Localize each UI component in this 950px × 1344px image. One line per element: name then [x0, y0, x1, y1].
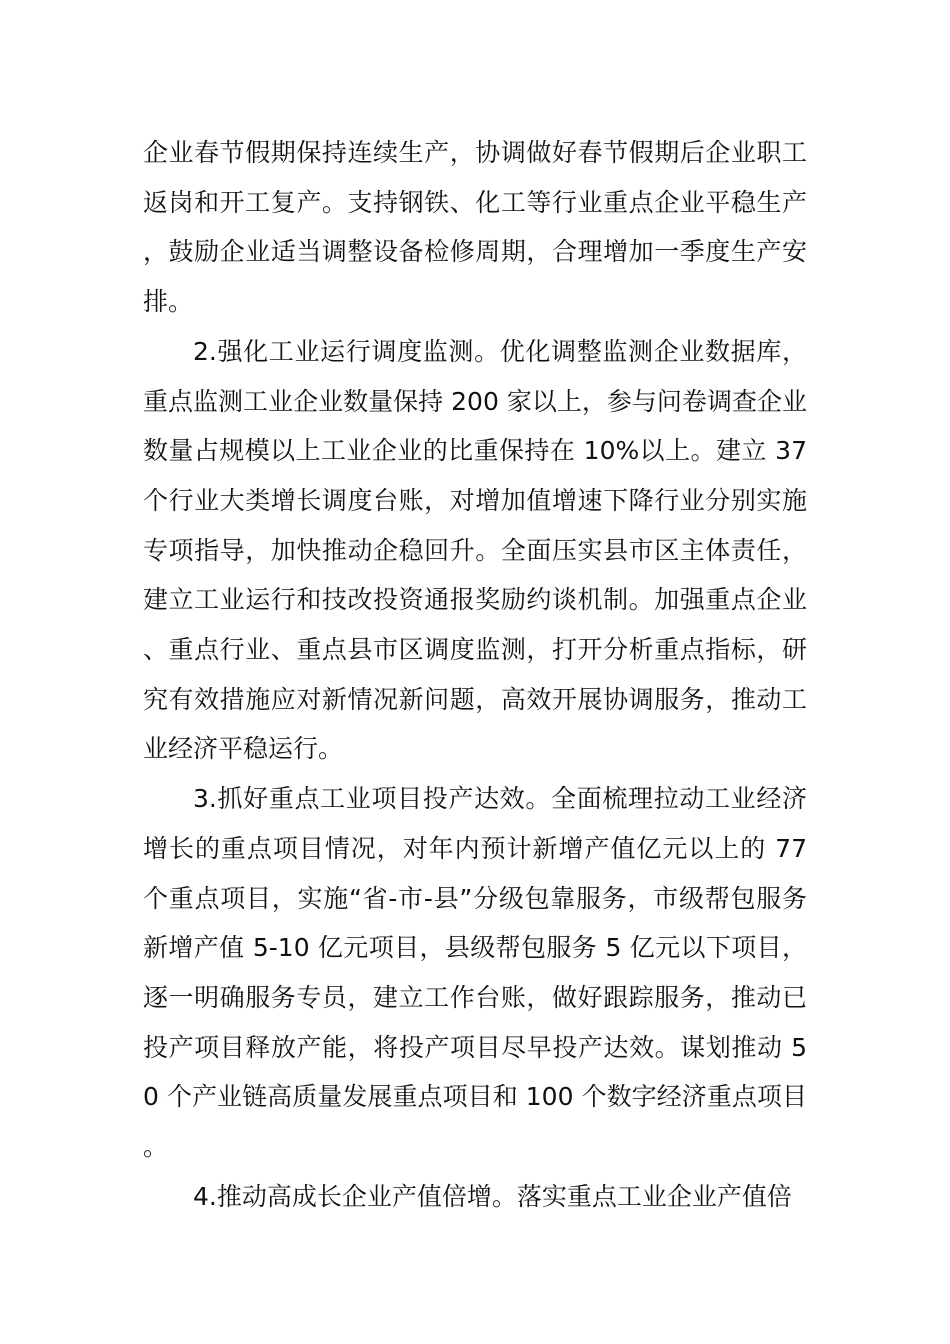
document-body — [143, 128, 807, 1221]
paragraph-3-key-projects: 3.抓好重点工业项目投产达效。全面梳理拉动工业经济增长的重点项目情况，对年内预计新增产值亿元以上的 77 个重点项目，实施“省-市-县”分级包靠服务，市级帮包服务新增产值 5-10 亿元项目，县级帮包服务 5 亿元以下项目，逐一明确服务专员，建立工作台账，做好跟踪服务，推动已投产项目释放产能，将投产项目尽早投产达效。谋划推动 50 个产业链高质量发展重点项目和 100 个数字经济重点项目。 — [143, 784, 807, 1162]
paragraph-continuation: 企业春节假期保持连续生产，协调做好春节假期后企业职工返岗和开工复产。支持钢铁、化工等行业重点企业平稳生产，鼓励企业适当调整设备检修周期，合理增加一季度生产安排。 — [143, 138, 807, 317]
paragraph-4-high-growth-enterprises: 4.推动高成长企业产值倍增。落实重点工业企业产值倍 — [193, 1181, 792, 1211]
paragraph-2-industrial-monitoring: 2.强化工业运行调度监测。优化调整监测企业数据库，重点监测工业企业数量保持 200 家以上，参与问卷调查企业数量占规模以上工业企业的比重保持在 10%以上。建立 37 个行业大类增长调度台账，对增加值增速下降行业分别实施专项指导，加快推动企稳回升。全面压实县市区主体责任，建立工业运行和技改投资通报奖励约谈机制。加强重点企业、重点行业、重点县市区调度监测，打开分析重点指标，研究有效措施应对新情况新问题，高效开展协调服务，推动工业经济平稳运行。 — [143, 336, 807, 764]
